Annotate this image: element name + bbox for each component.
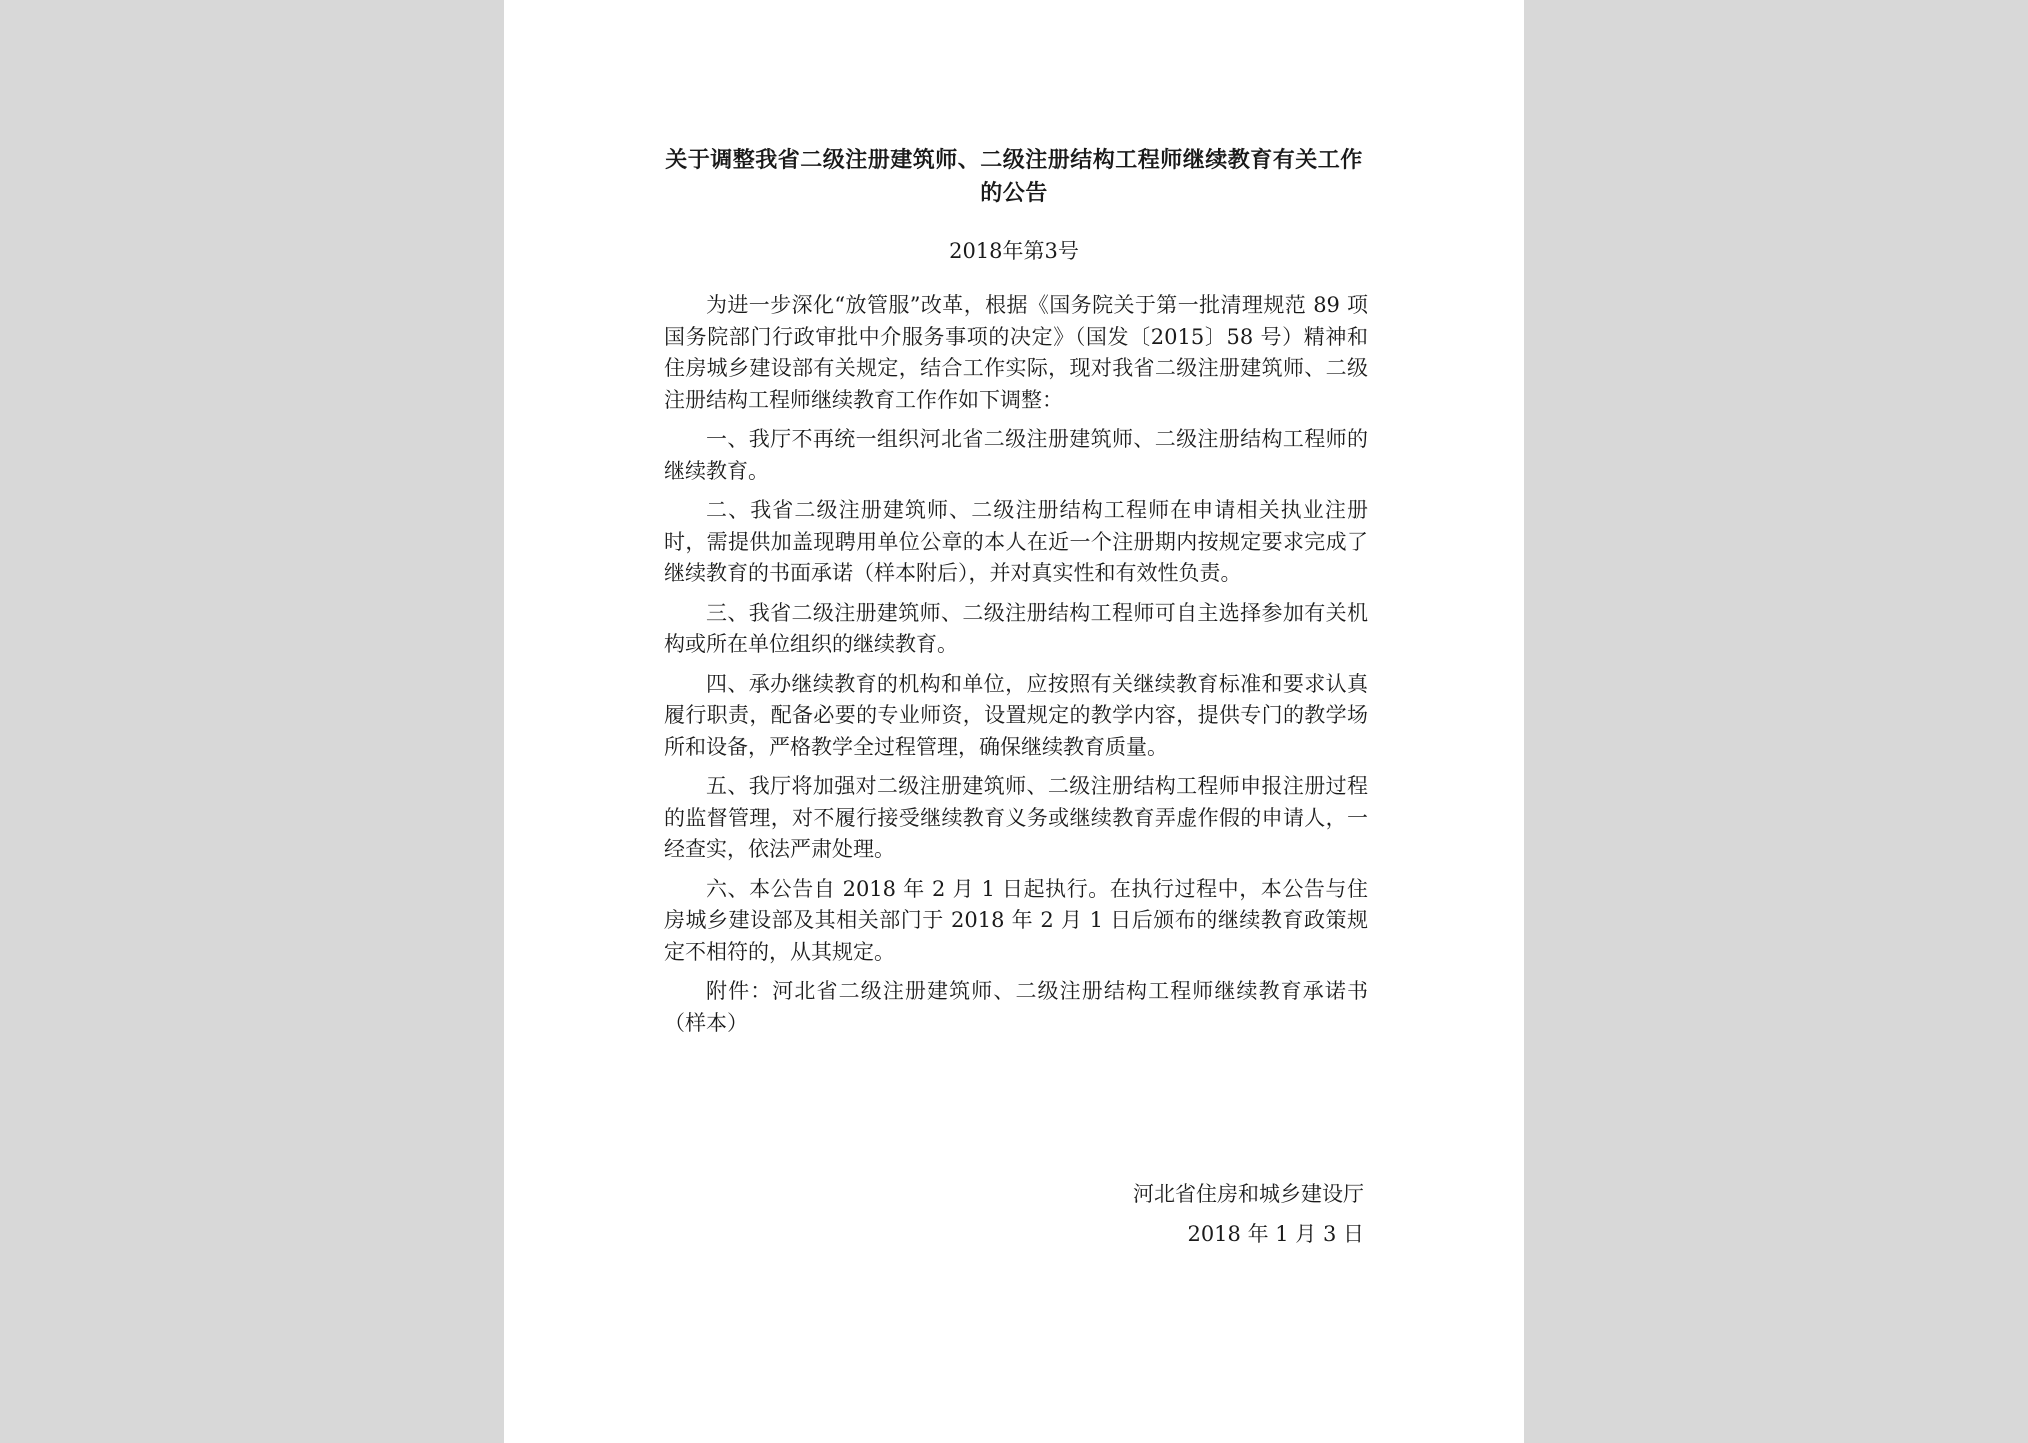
signature-date: 2018 年 1 月 3 日 [1187, 1222, 1364, 1246]
paragraph-item-3: 三、我省二级注册建筑师、二级注册结构工程师可自主选择参加有关机构或所在单位组织的继续教育。 [664, 600, 1368, 656]
paragraph-item-6: 六、本公告自 2018 年 2 月 1 日起执行。在执行过程中，本公告与住房城乡建设部及其相关部门于 2018 年 2 月 1 日后颁布的继续教育政策规定不相符的，从其规定。 [664, 876, 1368, 964]
signature-organization: 河北省住房和城乡建设厅 [1133, 1182, 1364, 1206]
document-body [664, 290, 1368, 1047]
paragraph-item-1: 一、我厅不再统一组织河北省二级注册建筑师、二级注册结构工程师的继续教育。 [664, 427, 1368, 483]
document-page [504, 0, 1524, 1443]
paragraph-item-4: 四、承办继续教育的机构和单位，应按照有关继续教育标准和要求认真履行职责，配备必要的专业师资，设置规定的教学内容，提供专门的教学场所和设备，严格教学全过程管理，确保继续教育质量。 [664, 671, 1368, 759]
paragraph-intro: 为进一步深化“放管服”改革，根据《国务院关于第一批清理规范 89 项国务院部门行政审批中介服务事项的决定》（国发〔2015〕58 号）精神和住房城乡建设部有关规定，结合工作实际，现对我省二级注册建筑师、二级注册结构工程师继续教育工作作如下调整： [664, 293, 1368, 412]
paragraph-attachment: 附件：河北省二级注册建筑师、二级注册结构工程师继续教育承诺书（样本） [664, 979, 1368, 1035]
document-number: 2018年第3号 [949, 239, 1079, 263]
paragraph-item-5: 五、我厅将加强对二级注册建筑师、二级注册结构工程师申报注册过程的监督管理，对不履行接受继续教育义务或继续教育弄虚作假的申请人，一经查实，依法严肃处理。 [664, 774, 1368, 861]
document-title: 关于调整我省二级注册建筑师、二级注册结构工程师继续教育有关工作的公告 [665, 148, 1363, 206]
paragraph-item-2: 二、我省二级注册建筑师、二级注册结构工程师在申请相关执业注册时，需提供加盖现聘用单位公章的本人在近一个注册期内按规定要求完成了继续教育的书面承诺（样本附后），并对真实性和有效性负责。 [664, 498, 1368, 585]
